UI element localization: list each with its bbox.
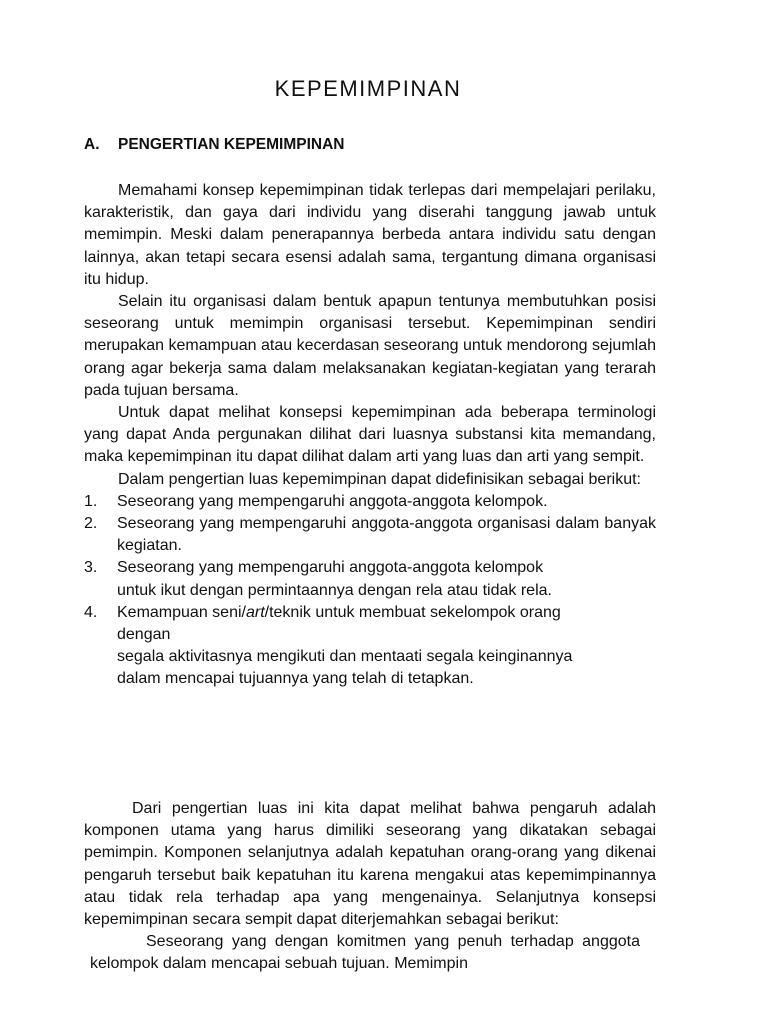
section-heading <box>84 136 345 154</box>
list-item <box>84 491 656 513</box>
list-item-text: Seseorang yang mempengaruhi anggota-anggota kelompok. <box>117 492 548 510</box>
list-item-text-line4: dalam mencapai tujuannya yang telah di tetapkan. <box>117 670 474 688</box>
list-item <box>84 513 656 557</box>
list-item-number: 4. <box>84 603 98 621</box>
final-paragraph: Seseorang yang dengan komitmen yang penuh terhadap anggota kelompok dalam mencapai sebuah tujuan. Memimpin <box>90 933 640 973</box>
list-item-text-post: /teknik untuk membuat sekelompok orang <box>264 603 561 621</box>
definition-list <box>84 491 656 691</box>
closing-paragraph: Dari pengertian luas ini kita dapat melihat bahwa pengaruh adalah komponen utama yang harus dimiliki seseorang yang dikatakan sebagai pemimpin. Komponen selanjutnya adalah kepatuhan orang-orang yang dikenai pengaruh tersebut baik kepatuhan itu karena mengakui atas kepemimpinannya atau tidak rela terhadap apa yang mengenainya. Selanjutnya konsepsi kepemimpinan secara sempit dapat diterjemahkan sebagai berikut: <box>84 800 656 929</box>
closing-text <box>84 798 656 976</box>
list-item-text-pre: Kemampuan seni/ <box>117 603 246 621</box>
list-item-text: Seseorang yang mempengaruhi anggota-anggota organisasi dalam banyak kegiatan. <box>117 515 656 555</box>
list-item-text-line2: untuk ikut dengan permintaannya dengan rela atau tidak rela. <box>117 581 552 599</box>
list-item-number: 1. <box>84 492 98 510</box>
list-item-text-line1: Seseorang yang mempengaruhi anggota-anggota kelompok <box>117 559 544 577</box>
paragraph-4: Dalam pengertian luas kepemimpinan dapat didefinisikan sebagai berikut: <box>118 470 641 488</box>
body-text <box>84 180 656 691</box>
paragraph-1: Memahami konsep kepemimpinan tidak terlepas dari mempelajari perilaku, karakteristik, dan gaya dari individu yang diserahi tanggung jawab untuk memimpin. Meski dalam penerapannya berbeda antara individu satu dengan lainnya, akan tetapi secara esensi adalah sama, tergantung dimana organisasi itu hidup. <box>84 182 656 288</box>
section-number: A. <box>84 136 100 153</box>
paragraph-3: Untuk dapat melihat konsepsi kepemimpinan ada beberapa terminologi yang dapat Anda pergunakan dilihat dari luasnya substansi kita memandang, maka kepemimpinan itu dapat dilihat dalam arti yang luas dan arti yang sempit. <box>84 404 656 466</box>
list-item-text-line3: segala aktivitasnya mengikuti dan mentaati segala keinginannya <box>117 648 573 666</box>
list-item-text-line2: dengan <box>117 626 171 644</box>
list-item-number: 2. <box>84 515 98 533</box>
list-item-number: 3. <box>84 559 98 577</box>
list-item <box>84 602 656 691</box>
list-item <box>84 557 656 601</box>
list-item-text-italic: art <box>245 603 265 621</box>
document-title: KEPEMIMPINAN <box>274 76 462 101</box>
paragraph-2: Selain itu organisasi dalam bentuk apapun tentunya membutuhkan posisi seseorang untuk memimpin organisasi tersebut. Kepemimpinan sendiri merupakan kemampuan atau kecerdasan seseorang untuk mendorong sejumlah orang agar bekerja sama dalam melaksanakan kegiatan-kegiatan yang terarah pada tujuan bersama. <box>84 293 656 399</box>
section-heading-text: PENGERTIAN KEPEMIMPINAN <box>118 136 345 153</box>
